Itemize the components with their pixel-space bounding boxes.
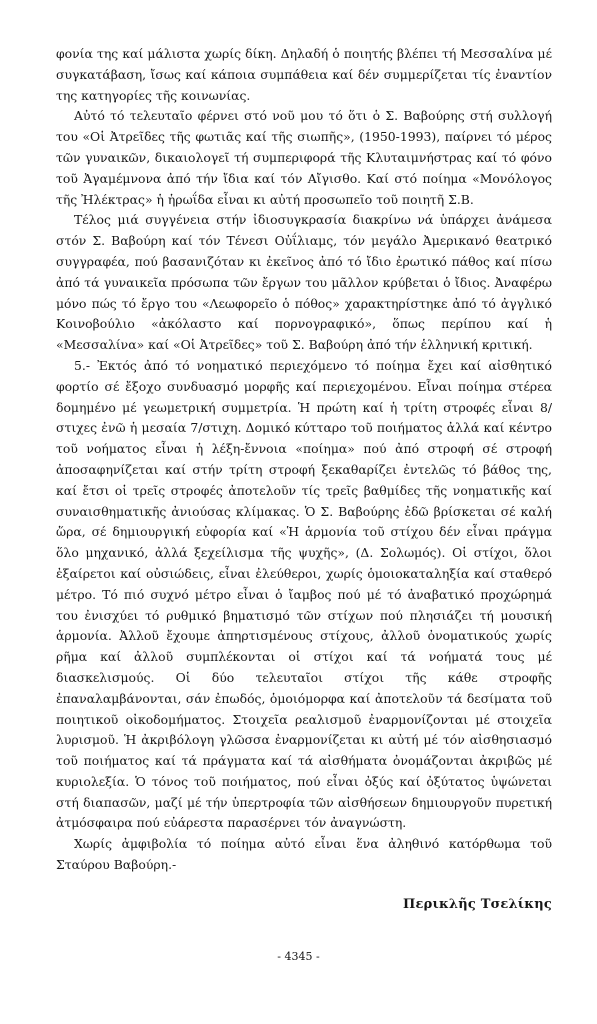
paragraph-4: 5.- Ἐκτός ἀπό τό νοηματικό περιεχόμενο τό ποίημα ἔχει καί αἰσθητικό φορτίο σέ ἔξοχο συνδυασμό μορφῆς καί περιεχομένου. Εἶναι ποίημα στέρεα δομημένο μέ γεωμετρική συμμετρία. Ἡ πρώτη καί ἡ τρίτη στροφές εἶναι 8/στιχες ἐνῶ ἡ μεσαία 7/στιχη. Δομικό κύτταρο τοῦ ποιήματος ἀλλά καί κέντρο τοῦ νοήματος εἶναι ἡ λέξη-ἔννοια «ποίημα» πού ἀπό στροφή σέ στροφή ἀποσαφηνίζεται καί στήν τρίτη στροφή ξεκαθαρίζει ἐντελῶς τό βάθος της, καί ἔτσι οἱ τρεῖς στροφές ἀποτελοῦν τίς τρεῖς βαθμίδες τῆς νοηματικῆς καί συναισθηματικῆς ἀνιούσας κλίμακας. Ὁ Σ. Βαβούρης ἐδῶ βρίσκεται σέ καλή ὥρα, σέ δημιουργική εὐφορία καί «Ἡ ἁρμονία τοῦ στίχου δέν εἶναι πράγμα ὅλο μηχανικό, ἀλλά ξεχείλισμα τῆς ψυχῆς», (Δ. Σολωμός). Οἱ στίχοι, ὅλοι ἐξαίρετοι καί οὐσιώδεις, εἶναι ἐλεύθεροι, χωρίς ὁμοιοκαταληξία καί σταθερό μέτρο. Τό πιό συχνό μέτρο εἶναι ὁ ἴαμβος πού μέ τό ἀναβατικό προχώρημά του ἐνισχύει τό ρυθμικό βηματισμό τῶν στίχων πού πλησιάζει τή μουσική ἁρμονία. Ἀλλοῦ ἔχουμε ἀπηρτισμένους στίχους, ἀλλοῦ ὀνοματικούς χωρίς ρῆμα καί ἀλλοῦ συμπλέκονται οἱ στίχοι καί τά νοήματά τους μέ διασκελισμούς. Οἱ δύο τελευταῖοι στίχοι τῆς κάθε στροφῆς ἐπαναλαμβάνονται, σάν ἐπωδός, ὁμοιόμορφα καί ἀποτελοῦν τά δεσίματα τοῦ ποιητικοῦ οἰκοδομήματος. Στοιχεῖα ρεαλισμοῦ ἐναρμονίζονται μέ στοιχεῖα λυρισμοῦ. Ἡ ἀκριβόλογη γλῶσσα ἐναρμονίζεται κι αὐτή μέ τόν αἰσθησιασμό τοῦ ποιήματος καί τά πράγματα καί τά αἰσθήματα ὀνομάζονται ἀκριβῶς μέ κυριολεξία. Ὁ τόνος τοῦ ποιήματος, πού εἶναι ὀξύς καί ὀξύτατος ὑψώνεται στή διαπασῶν, μαζί μέ τήν ὑπερτροφία τῶν αἰσθήσεων δημιουργοῦν πυρετική ἀτμόσφαιρα πού εὐάρεστα παρασέρνει τόν ἀναγνώστη. bbox=[56, 357, 552, 831]
article-body bbox=[56, 44, 552, 876]
paragraph-2: Αὐτό τό τελευταῖο φέρνει στό νοῦ μου τό ὅτι ὁ Σ. Βαβούρης στή συλλογή του «Οἱ Ἀτρεῖδες τῆς φωτιᾶς καί τῆς σιωπῆς», (1950-1993), παίρνει τό μέρος τῶν γυναικῶν, δικαιολογεῖ τή συμπεριφορά τῆς Κλυταιμνήστρας καί τό φόνο τοῦ Ἀγαμέμνονα ἀπό τήν ἴδια καί τόν Αἴγισθο. Καί στό ποίημα «Μονόλογος τῆς Ἠλέκτρας» ἡ ἡρωΐδα εἶναι κι αὐτή προσωπεῖο τοῦ ποιητῆ Σ.Β. bbox=[56, 108, 552, 207]
paragraph-1: φονία της καί μάλιστα χωρίς δίκη. Δηλαδή ὁ ποιητής βλέπει τή Μεσσαλίνα μέ συγκατάβαση, ἴσως καί κάποια συμπάθεια καί δέν συμμερίζεται τίς ἐναντίον της κατηγορίες τῆς κοινωνίας. bbox=[56, 46, 552, 103]
author-signature: Περικλῆς Τσελίκης bbox=[403, 897, 552, 912]
paragraph-5: Χωρίς ἀμφιβολία τό ποίημα αὐτό εἶναι ἕνα ἀληθινό κατόρθωμα τοῦ Σταύρου Βαβούρη.- bbox=[56, 836, 552, 873]
paragraph-3: Τέλος μιά συγγένεια στήν ἰδιοσυγκρασία διακρίνω νά ὑπάρχει ἀνάμεσα στόν Σ. Βαβούρη καί τόν Τένεσι Οὐΐλιαμς, τόν μεγάλο Ἀμερικανό θεατρικό συγγραφέα, πού βασανιζόταν κι ἐκεῖνος ἀπό τό ἴδιο ἐρωτικό πάθος καί πίσω ἀπό τά γυναικεῖα πρόσωπα τῶν ἔργων του μᾶλλον κρύβεται ὁ ἴδιος. Ἀναφέρω μόνο πώς τό ἔργο του «Λεωφορεῖο ὁ πόθος» χαρακτηρίστηκε ἀπό τό ἀγγλικό Κοινοβούλιο «ἀκόλαστο καί πορνογραφικό», ὅπως περίπου καί ἡ «Μεσσαλίνα» καί «Οἱ Ἀτρεῖδες» τοῦ Σ. Βαβούρη ἀπό τήν ἑλληνική κριτική. bbox=[56, 212, 552, 353]
page-number: - 4345 - bbox=[277, 950, 320, 963]
